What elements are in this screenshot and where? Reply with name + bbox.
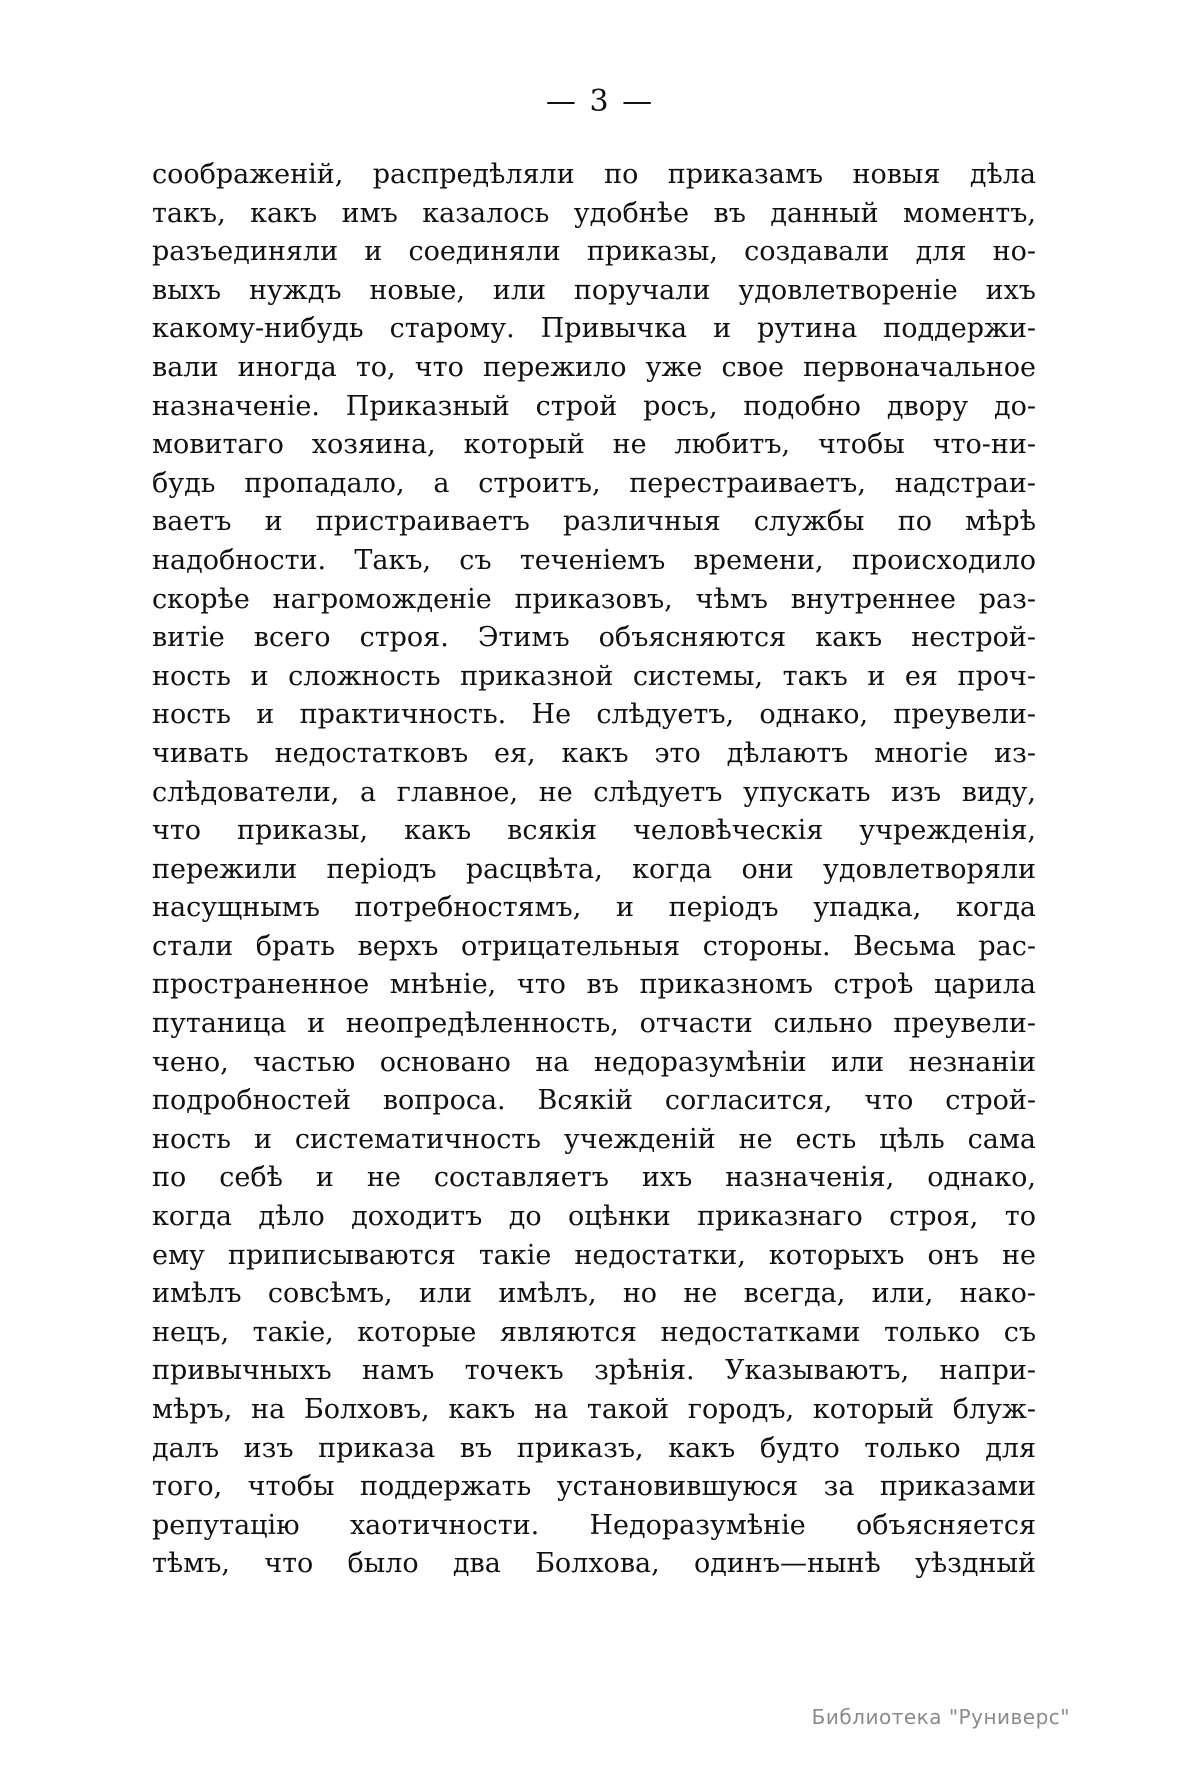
text-line: ему приписываются такіе недостатки, которыхъ онъ не	[152, 1239, 1036, 1271]
text-line: назначеніе. Приказный строй росъ, подобно двору до-	[152, 390, 1036, 422]
text-line: разъединяли и соединяли приказы, создавали для но-	[152, 236, 1036, 268]
text-line: что приказы, какъ всякія человѣческія учрежденія,	[152, 815, 1036, 847]
text-line: выхъ нуждъ новые, или поручали удовлетвореніе ихъ	[152, 274, 1036, 306]
text-line: вали иногда то, что пережило уже свое первоначальное	[152, 351, 1036, 383]
text-line: нецъ, такіе, которые являются недостатками только съ	[152, 1316, 1036, 1348]
body-text	[152, 156, 1036, 1584]
text-line: чено, частью основано на недоразумѣніи или незнаніи	[152, 1046, 1036, 1078]
text-line: скорѣе нагроможденіе приказовъ, чѣмъ внутреннее раз-	[152, 583, 1036, 615]
text-line: мовитаго хозяина, который не любитъ, чтобы что-ни-	[152, 429, 1036, 461]
text-line: стали брать верхъ отрицательныя стороны. Весьма рас-	[152, 930, 1036, 962]
text-line: ность и систематичность учежденій не есть цѣль сама	[152, 1123, 1036, 1155]
text-line: по себѣ и не составляетъ ихъ назначенія, однако,	[152, 1162, 1036, 1194]
text-line: соображеній, распредѣляли по приказамъ новыя дѣла	[152, 159, 1036, 190]
text-line: репутацію хаотичности. Недоразумѣніе объясняется	[152, 1509, 1036, 1541]
text-line: надобности. Такъ, съ теченіемъ времени, происходило	[152, 544, 1036, 576]
text-line: пространенное мнѣніе, что въ приказномъ строѣ царила	[152, 969, 1036, 1001]
page-number: — 3 —	[545, 84, 655, 119]
text-line: витіе всего строя. Этимъ объясняются какъ нестрой-	[152, 622, 1036, 654]
text-line: чивать недостатковъ ея, какъ это дѣлаютъ многіе из-	[152, 737, 1036, 769]
text-line: подробностей вопроса. Всякій согласится, что строй-	[152, 1085, 1036, 1117]
text-line: привычныхъ намъ точекъ зрѣнія. Указываютъ, напри-	[152, 1355, 1036, 1387]
text-line: такъ, какъ имъ казалось удобнѣе въ данный моментъ,	[152, 197, 1036, 229]
text-line: когда дѣло доходитъ до оцѣнки приказнаго строя, то	[152, 1201, 1036, 1233]
text-line: какому-нибудь старому. Привычка и рутина поддержи-	[152, 313, 1036, 345]
text-line: путаница и неопредѣленность, отчасти сильно преувели-	[152, 1008, 1036, 1040]
text-line: будь пропадало, а строитъ, перестраиваетъ, надстраи-	[152, 467, 1036, 499]
library-watermark: Библиотека "Руниверс"	[811, 1705, 1070, 1729]
text-line: пережили періодъ расцвѣта, когда они удовлетворяли	[152, 853, 1036, 885]
text-line: далъ изъ приказа въ приказъ, какъ будто только для	[152, 1432, 1036, 1464]
text-line: имѣлъ совсѣмъ, или имѣлъ, но не всегда, или, нако-	[152, 1278, 1036, 1310]
text-line: того, чтобы поддержать установившуюся за приказами	[152, 1471, 1036, 1503]
text-line: мѣръ, на Болховъ, какъ на такой городъ, который блуж-	[152, 1394, 1036, 1425]
text-line: тѣмъ, что было два Болхова, одинъ—нынѣ уѣздный	[152, 1548, 1036, 1580]
text-line: ваетъ и пристраиваетъ различныя службы по мѣрѣ	[152, 506, 1036, 538]
text-line: ность и практичность. Не слѣдуетъ, однако, преувели-	[152, 699, 1036, 731]
text-line: слѣдователи, а главное, не слѣдуетъ упускать изъ виду,	[152, 776, 1036, 808]
text-line: насущнымъ потребностямъ, и періодъ упадка, когда	[152, 892, 1036, 924]
text-line: ность и сложность приказной системы, такъ и ея проч-	[152, 660, 1036, 692]
